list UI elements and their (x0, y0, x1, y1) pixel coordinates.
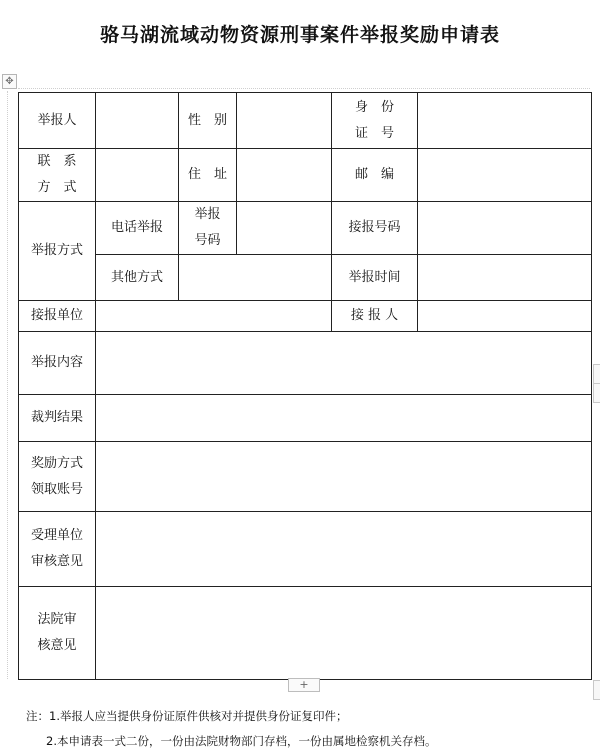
page-title: 骆马湖流域动物资源刑事案件举报奖励申请表 (99, 24, 500, 46)
field-address[interactable] (237, 149, 332, 202)
label-gender: 性 别 (179, 93, 237, 149)
note-line-2: 2.本申请表一式二份，一份由法院财物部门存档，一份由属地检察机关存档。 (46, 734, 437, 748)
table-move-handle-icon[interactable]: ✥ (2, 74, 17, 89)
field-postcode[interactable] (418, 149, 592, 202)
field-reward-method[interactable] (96, 442, 592, 512)
label-receiver: 接 报 人 (332, 301, 418, 332)
label-court-review: 法院审 核意见 (19, 587, 96, 680)
label-contact-method: 联 系 方 式 (19, 149, 96, 202)
note-line-1: 注：1.举报人应当提供身份证原件供核对并提供身份证复印件； (26, 709, 348, 723)
field-unit-review[interactable] (96, 512, 592, 587)
label-other-method: 其他方式 (96, 255, 179, 301)
field-receiving-unit[interactable] (96, 301, 332, 332)
add-row-icon[interactable]: + (288, 678, 320, 692)
field-id-number[interactable] (418, 93, 592, 149)
field-receive-number[interactable] (418, 202, 592, 255)
field-report-number[interactable] (237, 202, 332, 255)
label-phone-report: 电话举报 (96, 202, 179, 255)
label-reward-method: 奖励方式 领取账号 (19, 442, 96, 512)
field-verdict[interactable] (96, 395, 592, 442)
field-gender[interactable] (237, 93, 332, 149)
label-id-number: 身 份 证 号 (332, 93, 418, 149)
label-unit-review: 受理单位 审核意见 (19, 512, 96, 587)
field-report-time[interactable] (418, 255, 592, 301)
label-verdict: 裁判结果 (19, 395, 96, 442)
field-report-content[interactable] (96, 332, 592, 395)
label-report-number: 举报 号码 (179, 202, 237, 255)
label-reporter: 举报人 (19, 93, 96, 149)
label-report-content: 举报内容 (19, 332, 96, 395)
label-receive-number: 接报号码 (332, 202, 418, 255)
label-report-method: 举报方式 (19, 202, 96, 301)
label-address: 住 址 (179, 149, 237, 202)
label-receiving-unit: 接报单位 (19, 301, 96, 332)
label-report-time: 举报时间 (332, 255, 418, 301)
column-resize-marker[interactable] (593, 680, 600, 700)
field-court-review[interactable] (96, 587, 592, 680)
column-resize-marker[interactable] (593, 364, 600, 384)
field-other-method[interactable] (179, 255, 332, 301)
margin-guide-left (7, 91, 8, 679)
field-receiver[interactable] (418, 301, 592, 332)
application-form-table (18, 92, 592, 680)
field-reporter[interactable] (96, 93, 179, 149)
field-contact-method[interactable] (96, 149, 179, 202)
margin-guide-top (18, 88, 590, 89)
label-postcode: 邮 编 (332, 149, 418, 202)
column-resize-marker[interactable] (593, 383, 600, 403)
